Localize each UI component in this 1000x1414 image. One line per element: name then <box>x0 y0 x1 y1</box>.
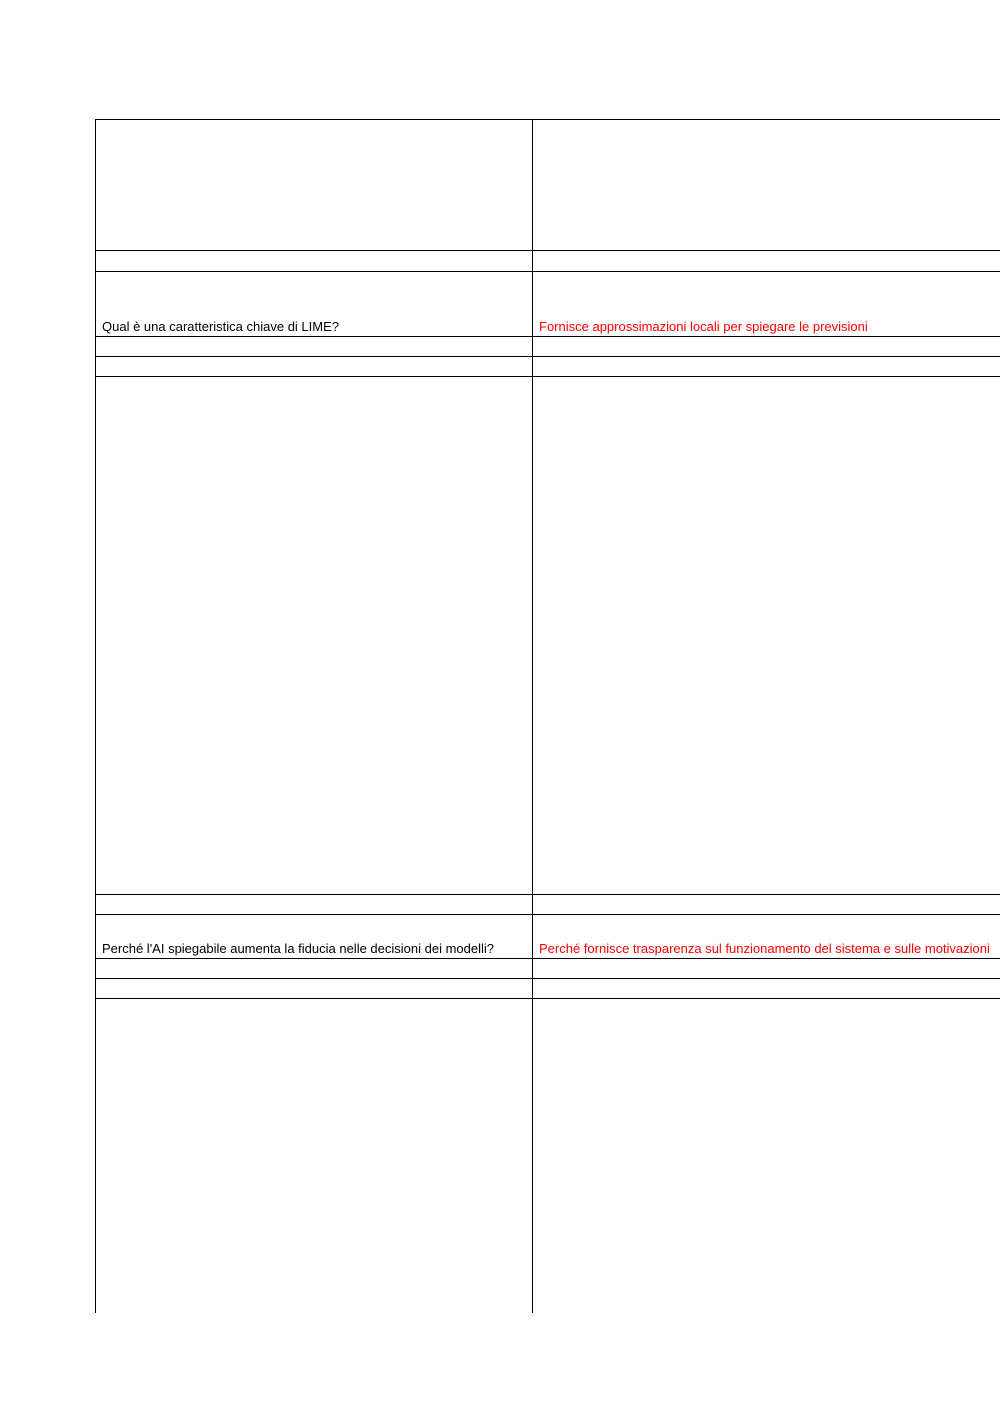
answer-cell[interactable] <box>533 357 1000 377</box>
answer-cell[interactable] <box>533 377 1000 895</box>
question-cell[interactable] <box>96 895 533 915</box>
spreadsheet-page <box>95 119 1000 1313</box>
answer-cell[interactable] <box>533 979 1000 999</box>
table-row <box>96 251 1000 272</box>
table-row <box>96 915 1000 959</box>
answer-cell[interactable] <box>533 337 1000 357</box>
question-cell[interactable] <box>96 999 533 1314</box>
question-cell[interactable] <box>96 357 533 377</box>
question-cell[interactable]: Perché l'AI spiegabile aumenta la fiducia nelle decisioni dei modelli? <box>96 915 533 959</box>
question-cell[interactable]: Qual è una caratteristica chiave di LIME? <box>96 272 533 337</box>
question-cell[interactable] <box>96 120 533 251</box>
table-row <box>96 377 1000 895</box>
table-row <box>96 337 1000 357</box>
table-row <box>96 120 1000 251</box>
answer-cell[interactable]: Fornisce approssimazioni locali per spiegare le previsioni <box>533 272 1000 337</box>
answer-cell[interactable] <box>533 120 1000 251</box>
table-row <box>96 999 1000 1314</box>
question-cell[interactable] <box>96 979 533 999</box>
question-cell[interactable] <box>96 959 533 979</box>
table-row <box>96 959 1000 979</box>
table-row <box>96 979 1000 999</box>
answer-cell[interactable] <box>533 895 1000 915</box>
question-cell[interactable] <box>96 251 533 272</box>
qa-table <box>95 119 1000 1313</box>
answer-cell[interactable] <box>533 959 1000 979</box>
table-row <box>96 895 1000 915</box>
answer-cell[interactable] <box>533 251 1000 272</box>
table-row <box>96 357 1000 377</box>
question-cell[interactable] <box>96 337 533 357</box>
answer-cell[interactable] <box>533 999 1000 1314</box>
answer-cell[interactable]: Perché fornisce trasparenza sul funzionamento del sistema e sulle motivazioni <box>533 915 1000 959</box>
table-row <box>96 272 1000 337</box>
question-cell[interactable] <box>96 377 533 895</box>
